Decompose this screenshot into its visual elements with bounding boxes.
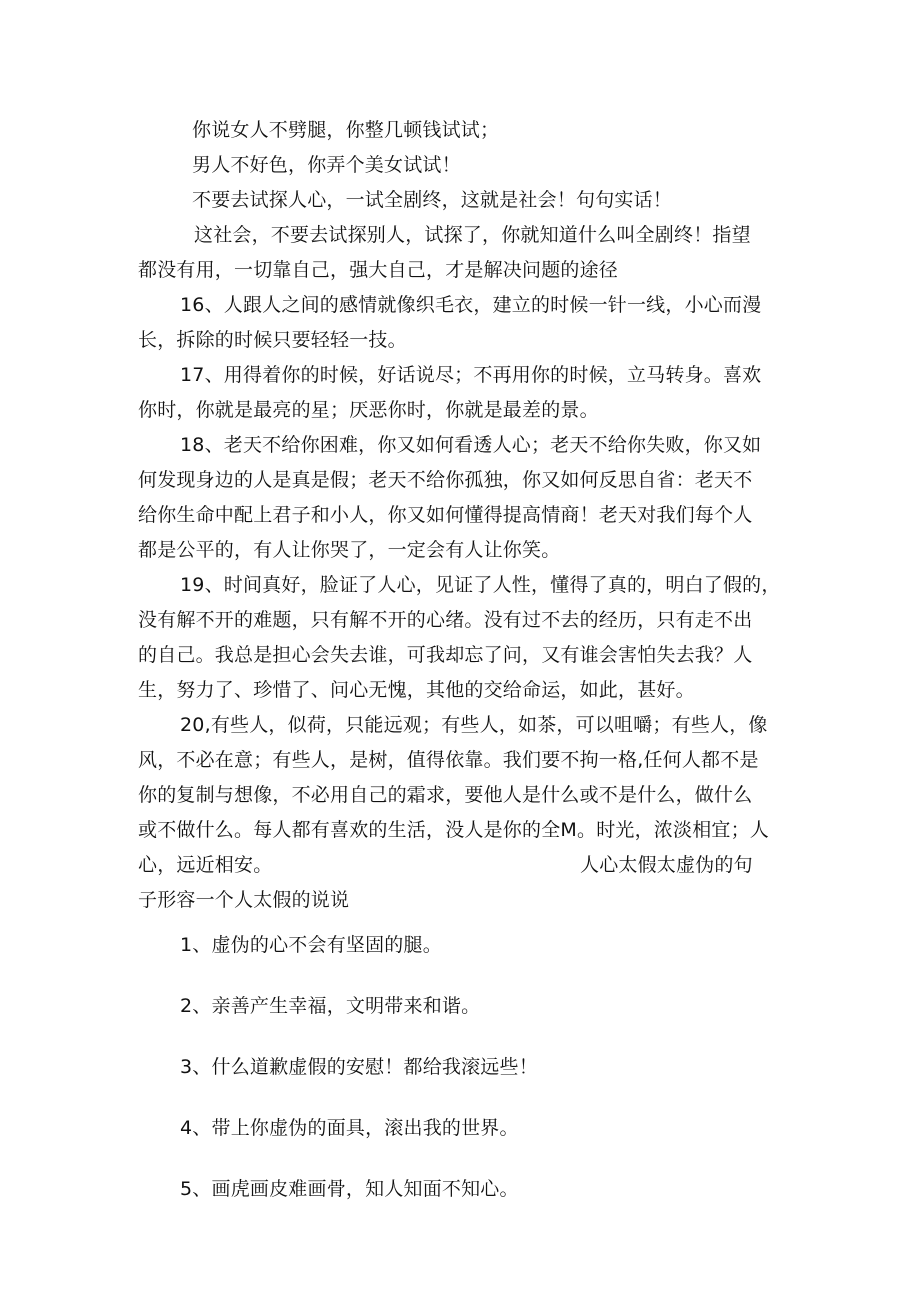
list-item: 3、什么道歉虚假的安慰！都给我滚远些！ [180,1056,538,1078]
section-title: 子形容一个人太假的说说 [138,889,350,911]
intro-line: 这社会，不要去试探别人，试探了，你就知道什么叫全剧终！指望 [194,224,751,246]
paragraph-17-line: 17、用得着你的时候，好话说尽；不再用你的时候，立马转身。喜欢 [180,364,762,386]
intro-line: 男人不好色，你弄个美女试试！ [192,154,461,176]
paragraph-20-line: 你的复制与想像，不必用自己的霜求，要他人是什么或不是什么，做什么 [138,784,753,806]
list-item: 4、带上你虚伪的面具，滚出我的世界。 [180,1117,519,1139]
paragraph-19-line: 19、时间真好，脸证了人心，见证了人性，懂得了真的，明白了假的， [180,574,781,596]
paragraph-20-line: 20,有些人，似荷，只能远观；有些人，如茶，可以咀嚼；有些人，像 [180,714,768,736]
intro-line: 你说女人不劈腿，你整几顿钱试试； [192,119,500,141]
paragraph-18-line: 都是公平的，有人让你哭了，一定会有人让你笑。 [138,539,561,561]
paragraph-16-line: 16、人跟人之间的感情就像织毛衣，建立的时候一针一线，小心而漫 [180,294,762,316]
paragraph-16-line: 长，拆除的时候只要轻轻一技。 [138,329,407,351]
paragraph-18-line: 18、老天不给你困难，你又如何看透人心；老天不给你失败，你又如 [180,434,762,456]
section-title: 人心太假太虚伪的句 [580,854,753,876]
intro-line: 不要去试探人心，一试全剧终，这就是社会！句句实话！ [192,189,673,211]
list-item: 2、亲善产生幸福，文明带来和谐。 [180,995,481,1017]
paragraph-20-line: 风，不必在意；有些人，是树，值得依靠。我们要不拘一格,任何人都不是 [138,749,759,771]
paragraph-19-line: 生，努力了、珍惜了、问心无愧，其他的交给命运，如此，甚好。 [138,679,695,701]
paragraph-20-line: 或不做什么。每人都有喜欢的生活，没人是你的全M。时光，浓淡相宜；人 [138,819,769,841]
paragraph-18-line: 给你生命中配上君子和小人，你又如何懂得提高情商！老天对我们每个人 [138,504,753,526]
list-item: 5、画虎画皮难画骨，知人知面不知心。 [180,1178,519,1200]
paragraph-20-line: 心，远近相安。 [138,854,273,876]
paragraph-17-line: 你时，你就是最亮的星；厌恶你时，你就是最差的景。 [138,399,599,421]
intro-line: 都没有用，一切靠自己，强大自己，才是解决问题的途径 [138,259,619,281]
paragraph-19-line: 的自己。我总是担心会失去谁，可我却忘了问，又有谁会害怕失去我？人 [138,644,753,666]
paragraph-18-line: 何发现身边的人是真是假；老天不给你孤独，你又如何反思自省：老天不 [138,469,753,491]
paragraph-19-line: 没有解不开的难题，只有解不开的心绪。没有过不去的经历，只有走不出 [138,609,753,631]
list-item: 1、虚伪的心不会有坚固的腿。 [180,934,442,956]
